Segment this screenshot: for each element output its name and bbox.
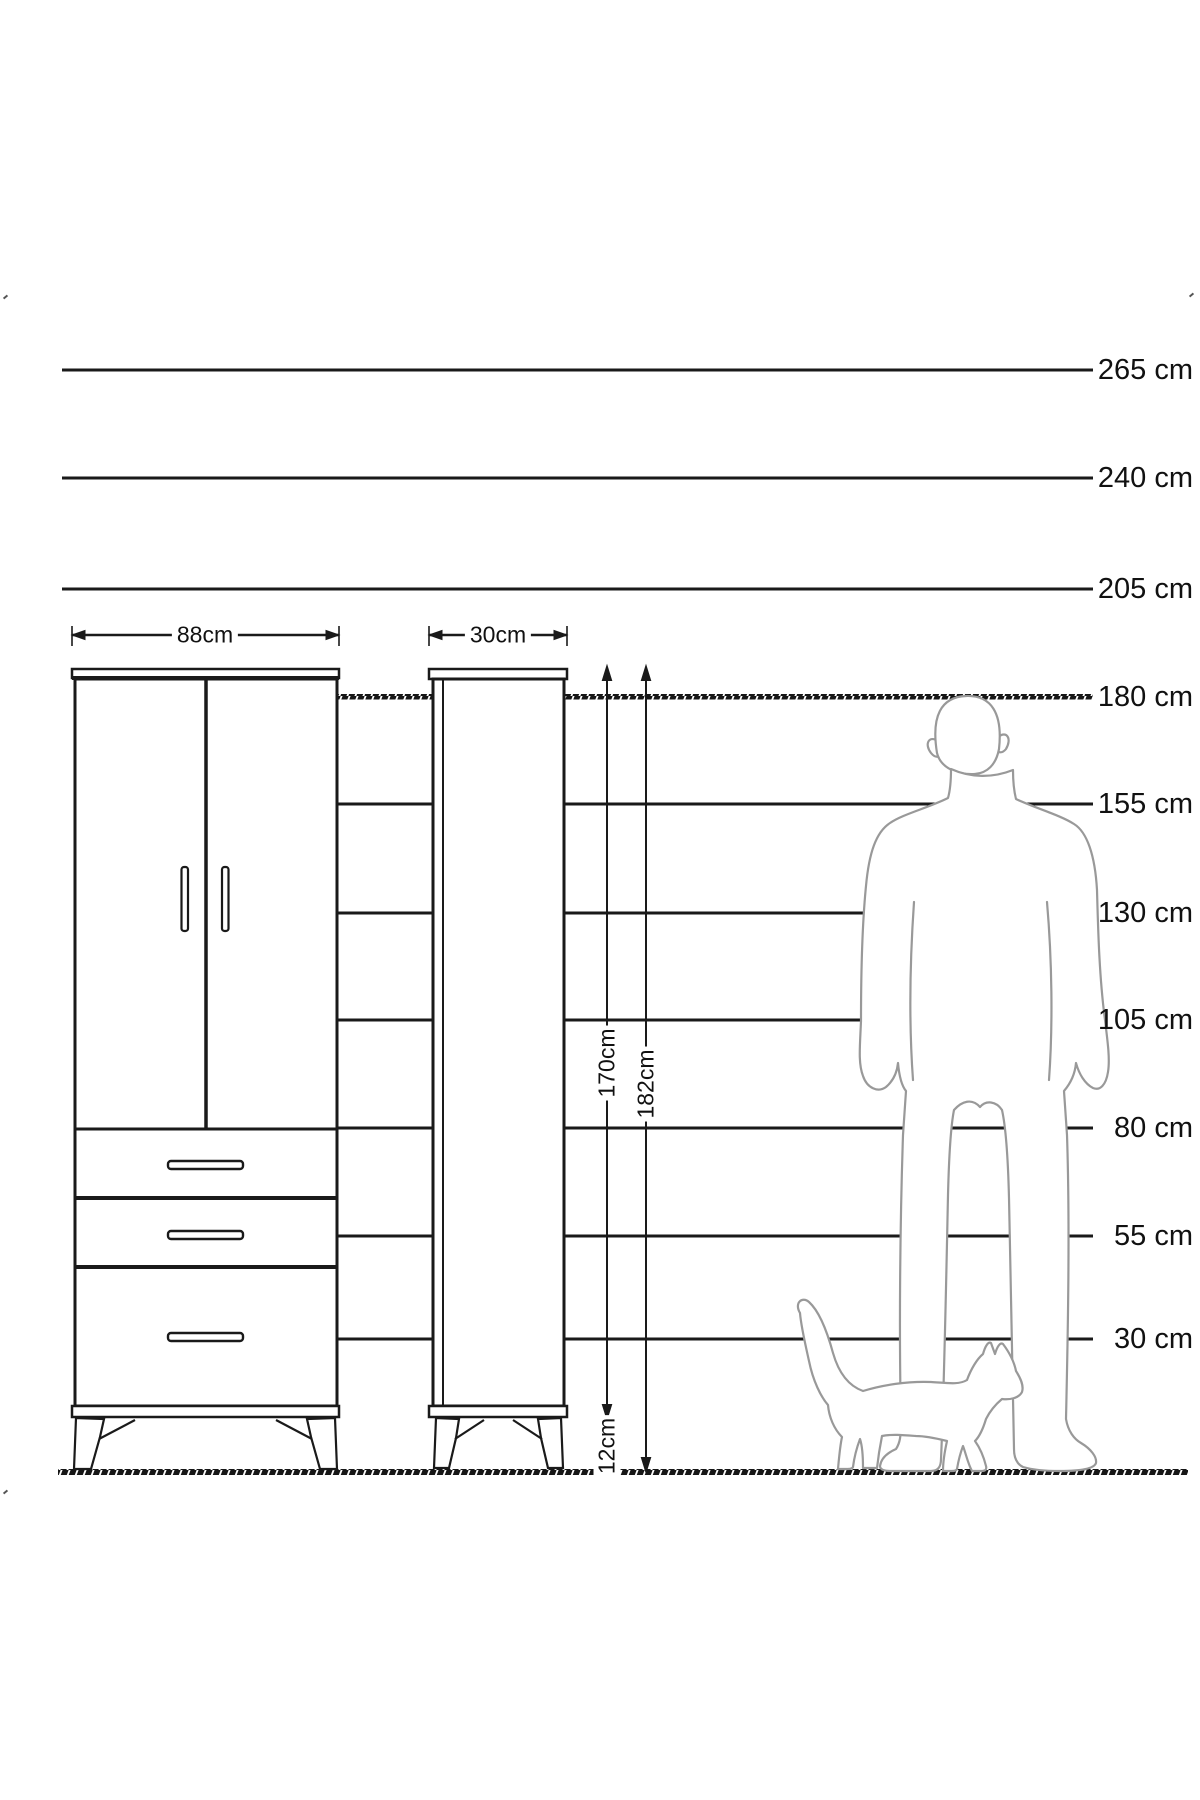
wardrobe-drawer-handle-1 bbox=[168, 1161, 243, 1169]
arrow-30cm-right bbox=[554, 631, 567, 640]
wardrobe-width-label: 88cm bbox=[172, 622, 238, 649]
wardrobe-leg-left-brace bbox=[99, 1420, 135, 1439]
wardrobe-bottom-board bbox=[72, 1406, 339, 1417]
cabinet bbox=[429, 669, 567, 1468]
wardrobe-drawer-handle-2 bbox=[168, 1231, 243, 1239]
cabinet-leg-left bbox=[434, 1418, 459, 1468]
height-label-155: 155 cm bbox=[1097, 788, 1193, 820]
wardrobe-drawer-handle-3 bbox=[168, 1333, 243, 1341]
arrow-30cm-left bbox=[429, 631, 442, 640]
height-label-265: 265 cm bbox=[1097, 354, 1193, 386]
wardrobe-door-handle-right bbox=[222, 867, 229, 931]
height-label-205: 205 cm bbox=[1097, 573, 1193, 605]
height-label-180: 180 cm bbox=[1097, 681, 1193, 713]
cabinet-body bbox=[433, 679, 564, 1406]
cabinet-width-label: 30cm bbox=[465, 622, 531, 649]
total-height-label: 182cm bbox=[633, 1046, 660, 1121]
wardrobe-leg-right-brace bbox=[276, 1420, 312, 1439]
wardrobe bbox=[72, 669, 339, 1469]
arrow-170cm-top bbox=[603, 667, 611, 680]
wardrobe-door-handle-left bbox=[182, 867, 189, 931]
man-head bbox=[935, 696, 999, 774]
legs-height-label: 12cm bbox=[594, 1415, 621, 1477]
arrow-88cm-left bbox=[72, 631, 85, 640]
height-label-30: 30 cm bbox=[1114, 1323, 1193, 1355]
wardrobe-leg-right bbox=[307, 1418, 337, 1469]
cabinet-bottom-board bbox=[429, 1406, 567, 1417]
height-label-105: 105 cm bbox=[1097, 1004, 1193, 1036]
height-label-240: 240 cm bbox=[1097, 462, 1193, 494]
wardrobe-leg-left bbox=[74, 1418, 104, 1469]
height-label-130: 130 cm bbox=[1097, 897, 1193, 929]
height-label-55: 55 cm bbox=[1114, 1220, 1193, 1252]
cabinet-leg-right bbox=[538, 1418, 563, 1468]
arrow-88cm-right bbox=[326, 631, 339, 640]
ground-line-hatched bbox=[58, 1469, 1188, 1475]
height-label-80: 80 cm bbox=[1114, 1112, 1193, 1144]
body-height-label: 170cm bbox=[594, 1025, 621, 1100]
arrow-182cm-top bbox=[642, 667, 650, 680]
